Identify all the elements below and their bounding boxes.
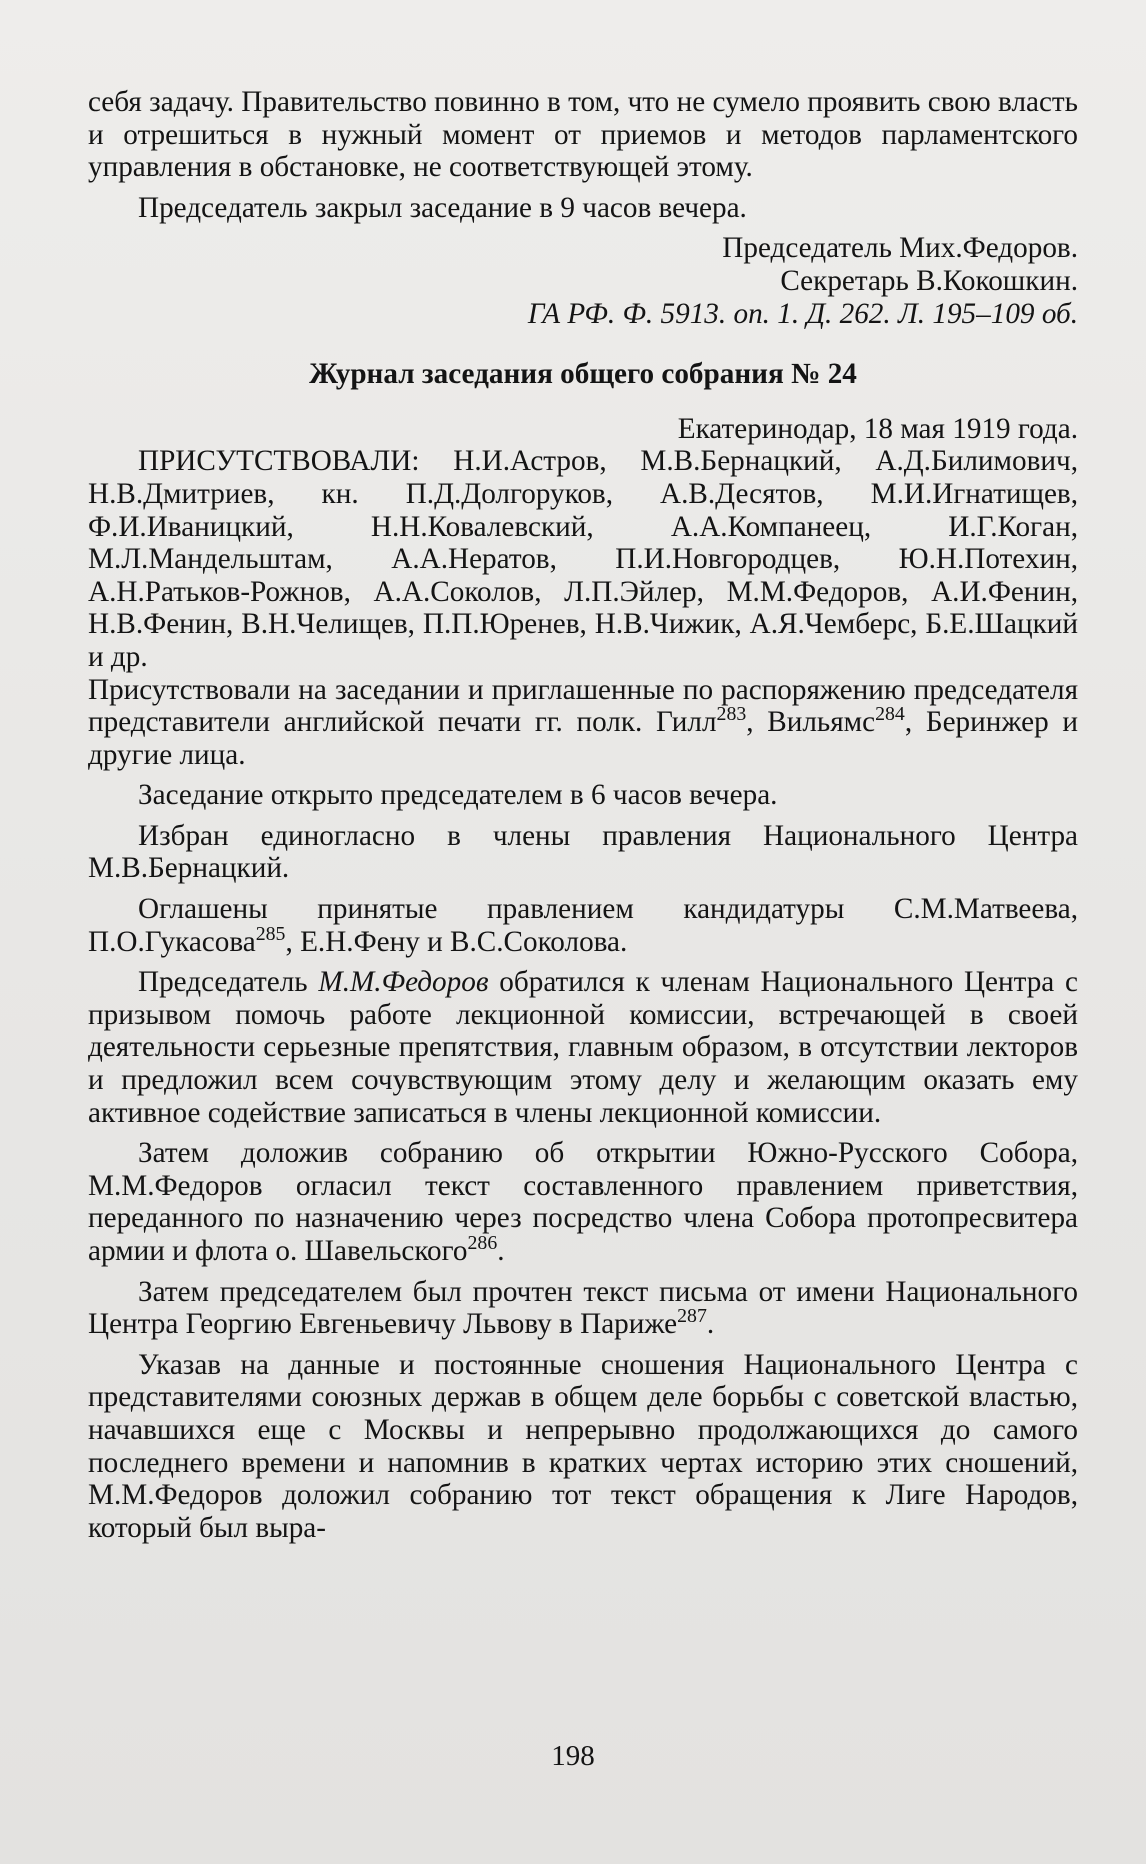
letter-text-a: Затем председателем был прочтен текст письма от имени Национального Центра Георгию Евгеньевичу Львову в Париже <box>88 1275 1078 1341</box>
invited-text-a: Присутствовали на заседании и приглашенные по распоряжению председателя представители английской печати гг. полк. Гилл <box>88 673 1078 739</box>
footnote-ref-285: 285 <box>255 922 286 945</box>
paragraph-invited <box>88 674 1078 772</box>
sobor-text-b: . <box>497 1235 505 1267</box>
chair-text-b: обратился к членам Национального Центра с призывом помочь работе лекционной комиссии, встречающей в своей деятельности серьезные препятствия, главным образом, в отсутствии лекторов и предложил всем сочувствующим этому делу и желающим оказать ему активное содействие записаться в члены лекционной комиссии. <box>88 966 1078 1129</box>
paragraph-opened: Заседание открыто председателем в 6 часов вечера. <box>138 779 778 812</box>
paragraph-sobor <box>88 1137 1078 1267</box>
section-heading: Журнал заседания общего собрания № 24 <box>309 358 857 391</box>
paragraph-candidates <box>88 893 1078 958</box>
paragraph-league-of-nations: Указав на данные и постоянные сношения Национального Центра с представителями союзных держав в общем деле борьбы с советской властью, начавшихся еще с Москвы и непрерывно продолжающихся до самого последнего времени и напомнив в кратких чертах историю этих сношений, М.М.Федоров доложил собранию тот текст обращения к Лиге Народов, который был выра- <box>88 1348 1078 1544</box>
paragraph-letter <box>88 1276 1078 1341</box>
footnote-ref-284: 284 <box>875 703 905 726</box>
chair-text-a: Председатель <box>138 966 319 999</box>
page-number: 198 <box>551 1740 595 1772</box>
paragraph-elected: Избран единогласно в члены правления Национального Центра М.В.Бернацкий. <box>88 819 1078 885</box>
candidates-text-a: Оглашены принятые правлением кандидатуры С.М.Матвеева, П.О.Гукасова <box>88 893 1078 958</box>
invited-text-b: , Вильямс <box>746 706 876 739</box>
paragraph-attendees: ПРИСУТСТВОВАЛИ: Н.И.Астров, М.В.Бернацкий, А.Д.Билимович, Н.В.Дмитриев, кн. П.Д.Долгоруков, А.В.Десятов, М.И.Игнатищев, Ф.И.Иваницкий, Н.Н.Ковалевский, А.А.Компанеец, И.Г.Коган, М.Л.Мандельштам, А.А.Нератов, П.И.Новгородцев, Ю.Н.Потехин, А.Н.Ратьков-Рожнов, А.А.Соколов, Л.П.Эйлер, М.М.Федоров, А.И.Фенин, Н.В.Фенин, В.Н.Челищев, П.П.Юренев, Н.В.Чижик, А.Я.Чемберс, Б.Е.Шацкий и др. <box>88 445 1078 673</box>
candidates-text-b: , Е.Н.Фену и В.С.Соколова. <box>285 925 628 958</box>
footnote-ref-287: 287 <box>677 1305 707 1328</box>
paragraph-lecture-commission <box>88 966 1078 1129</box>
footnote-ref-286: 286 <box>467 1232 498 1255</box>
invited-text-c: , Беринжер и другие лица. <box>88 706 1078 771</box>
page-text <box>88 86 1078 1544</box>
paragraph-meeting-closed: Председатель закрыл заседание в 9 часов вечера. <box>138 191 747 224</box>
footnote-ref-283: 283 <box>716 703 747 726</box>
chair-name: М.М.Федоров <box>318 966 489 999</box>
signature-secretary: Секретарь В.Кокошкин. <box>780 264 1078 297</box>
sobor-text-a: Затем доложив собранию об открытии Южно-Русского Собора, М.М.Федоров огласил текст составленного правлением приветствия, переданного по назначению через посредство члена Собора протопресвитера армии и флота о. Шавельского <box>88 1137 1078 1267</box>
archive-reference: ГА РФ. Ф. 5913. оп. 1. Д. 262. Л. 195–109 об. <box>527 297 1078 330</box>
signature-chairman: Председатель Мих.Федоров. <box>722 232 1078 265</box>
paragraph-continuation: себя задачу. Правительство повинно в том, что не сумело проявить свою власть и отрешиться в нужный момент от приемов и методов парламентского управления в обстановке, не соответствующей этому. <box>88 86 1078 184</box>
meeting-date: Екатеринодар, 18 мая 1919 года. <box>677 412 1078 445</box>
letter-text-b: . <box>706 1308 715 1341</box>
